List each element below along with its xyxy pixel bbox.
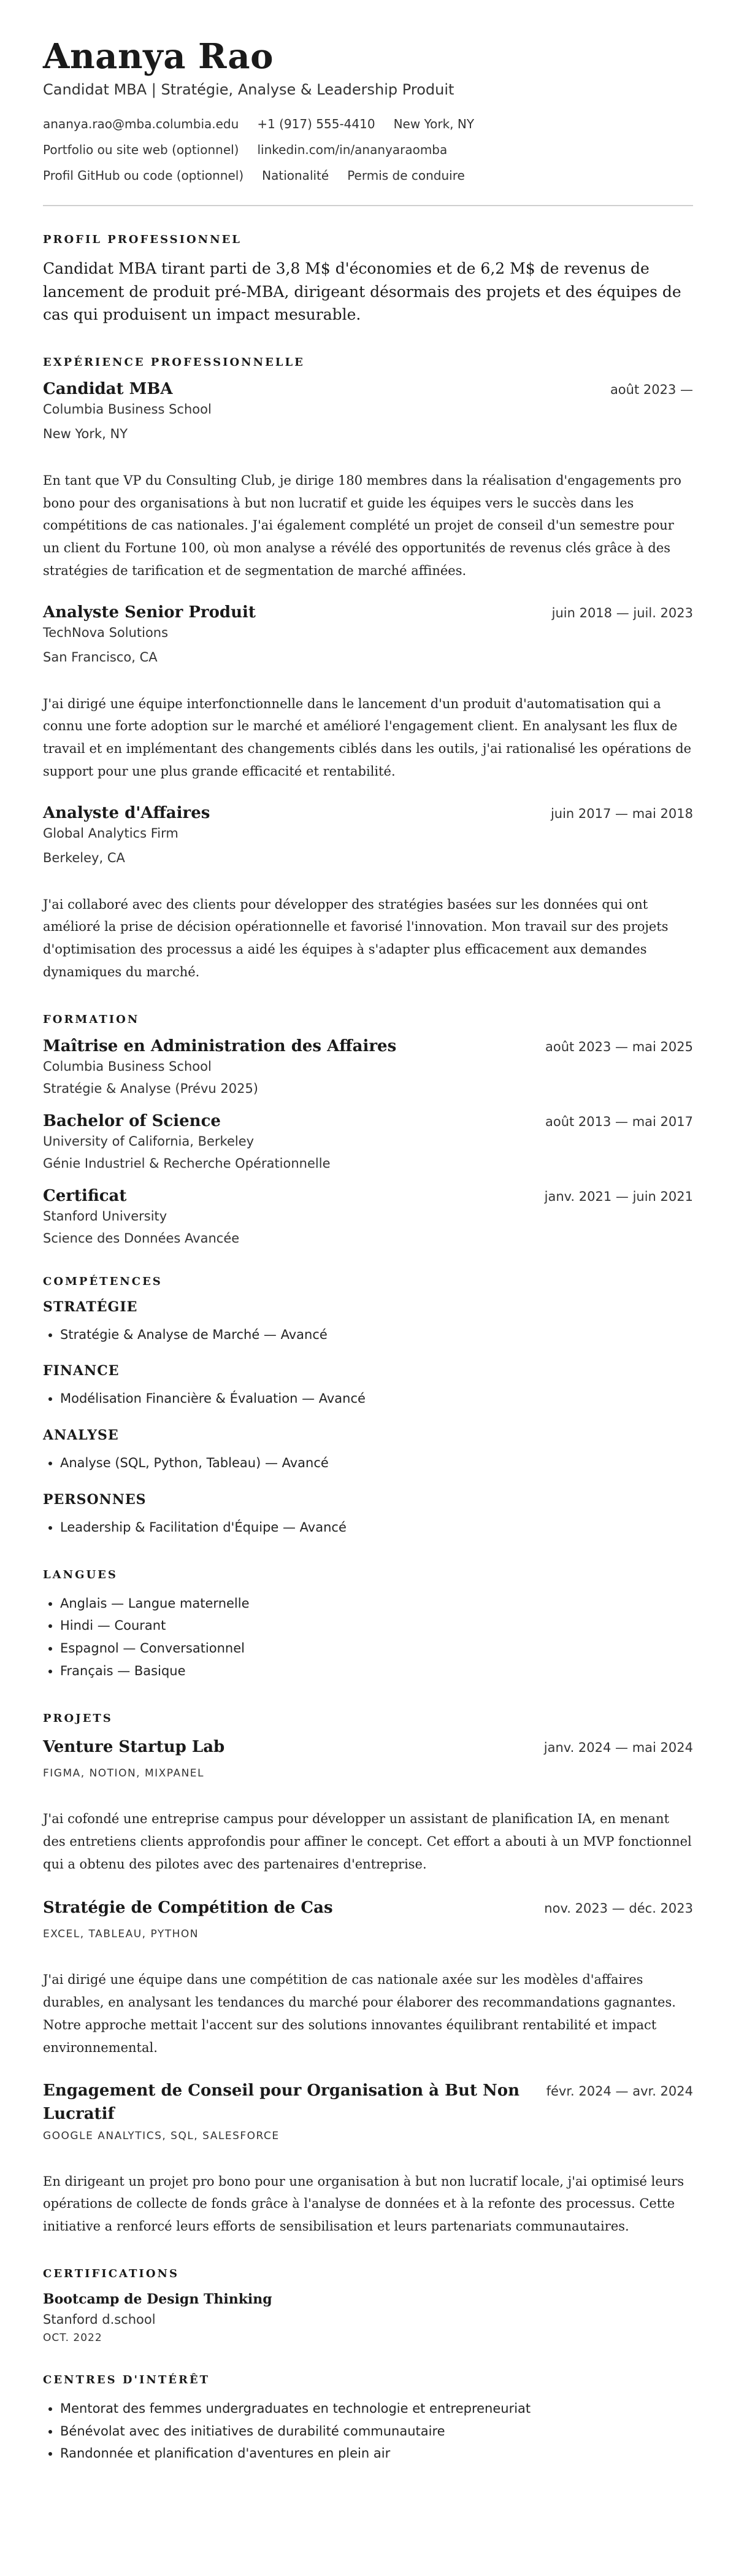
language-item: • Hindi — Courant [60,1614,693,1637]
skills-section [43,1275,693,1539]
language-item: • Espagnol — Conversationnel [60,1637,693,1660]
skill-list [43,1324,693,1346]
profile-section [43,233,693,326]
skill-item: • Stratégie & Analyse de Marché — Avancé [60,1324,693,1346]
section-title: FORMATION [43,1012,140,1026]
contact-row-3 [43,168,693,183]
email-link[interactable]: ananya.rao@mba.columbia.edu [43,117,239,132]
degree-dates: janv. 2021 — juin 2021 [544,1189,693,1204]
phone-number: +1 (917) 555-4410 [257,117,375,132]
interest-item: • Randonnée et planification d'aventures en plein air [60,2442,693,2465]
languages-section [43,1568,693,1683]
project-tech: FIGMA, NOTION, MIXPANEL [43,1767,205,1780]
employer: Global Analytics Firm [43,825,178,841]
resume-header [43,37,693,183]
skill-item: • Leadership & Facilitation d'Équipe — Avancé [60,1516,693,1539]
certification-entry [43,2291,693,2344]
project-description: J'ai cofondé une entreprise campus pour développer un assistant de planification IA, en menant des entretiens clients approfondis pour affiner le concept. Cet effort a abouti à un MVP fonctionnel qui a obtenu des pilotes avec des partenaires d'entreprise. [43,1811,692,1872]
degree-dates: août 2013 — mai 2017 [545,1114,693,1129]
job-location: San Francisco, CA [43,649,158,665]
contact-row-2 [43,142,693,157]
project-dates: janv. 2024 — mai 2024 [543,1740,693,1755]
experience-entry [43,804,693,984]
experience-entry [43,380,693,582]
project-dates: févr. 2024 — avr. 2024 [546,2084,693,2099]
skill-list [43,1452,693,1475]
skill-list [43,1516,693,1539]
job-dates: juin 2017 — mai 2018 [550,806,693,821]
school-name: Columbia Business School [43,1059,212,1074]
job-description: J'ai dirigé une équipe interfonctionnelle dans le lancement d'un produit d'automatisation qui a connu une forte adoption sur le marché et amélioré l'engagement client. En analysant les flux de travail et en implémentant des changements ciblés dans les outils, j'ai rationalisé les opérations de support pour une plus grande efficacité et rentabilité. [43,696,692,779]
school-name: University of California, Berkeley [43,1133,255,1149]
project-title: Venture Startup Lab [43,1737,225,1756]
skill-category: PERSONNES [43,1491,147,1508]
skill-category: FINANCE [43,1363,120,1379]
degree-title: Maîtrise en Administration des Affaires [43,1036,397,1055]
profile-summary: Candidat MBA tirant parti de 3,8 M$ d'économies et de 6,2 M$ de revenus de lancement de produit pré-MBA, dirigeant désormais des projets et des équipes de cas qui produisent un impact mesurable. [43,260,681,324]
section-title: LANGUES [43,1568,118,1581]
interests-section [43,2374,693,2465]
job-location: New York, NY [43,426,128,441]
skill-item: • Analyse (SQL, Python, Tableau) — Avancé [60,1452,693,1475]
experience-section [43,356,693,984]
project-entry [43,1897,693,2059]
degree-field: Science des Données Avancée [43,1230,240,1246]
job-description: En tant que VP du Consulting Club, je dirige 180 membres dans la réalisation d'engagements pro bono pour des organisations à but non lucratif et guide les équipes vers le succès dans les compétitions de cas nationales. J'ai également complété un projet de conseil d'un semestre pour un client du Fortune 100, où mon analyse a révélé des opportunités de revenus clés grâce à des stratégies de tarification et de segmentation de marché affinées. [43,472,681,578]
degree-field: Génie Industriel & Recherche Opérationnelle [43,1155,331,1171]
candidate-name: Ananya Rao [43,36,274,77]
linkedin-link[interactable]: linkedin.com/in/ananyaraomba [257,142,448,158]
github-link[interactable]: Profil GitHub ou code (optionnel) [43,168,244,183]
skill-item: • Modélisation Financière & Évaluation — Avancé [60,1387,693,1410]
project-description: En dirigeant un projet pro bono pour une organisation à but non lucratif locale, j'ai optimisé leurs opérations de collecte de fonds grâce à l'analyse de données et à la refonte des processus. Cette initiative a renforcé leurs efforts de sensibilisation et leurs partenariats communautaires. [43,2173,684,2234]
skill-list [43,1387,693,1410]
degree-title: Certificat [43,1186,127,1205]
section-title: CERTIFICATIONS [43,2267,179,2280]
section-title: EXPÉRIENCE PROFESSIONNELLE [43,355,305,369]
language-item: • Anglais — Langue maternelle [60,1592,693,1615]
certification-issuer: Stanford d.school [43,2312,156,2327]
project-description: J'ai dirigé une équipe dans une compétition de cas nationale axée sur les modèles d'affaires durables, en analysant les tendances du marché pour élaborer des recommandations gagnantes. Notre approche mettait l'accent sur des solutions innovantes équilibrant rentabilité et impact environnemental. [43,1972,676,2055]
degree-title: Bachelor of Science [43,1111,221,1130]
location: New York, NY [393,117,475,132]
education-section [43,1013,693,1246]
certifications-section [43,2267,693,2344]
section-title: CENTRES D'INTÉRÊT [43,2373,210,2386]
interest-item: • Bénévolat avec des initiatives de durabilité communautaire [60,2420,693,2443]
job-description: J'ai collaboré avec des clients pour développer des stratégies basées sur les données qui ont amélioré la prise de décision opérationnelle et favorisé l'innovation. Mon travail sur des projets d'optimisation des processus a aidé les équipes à s'adapter plus efficacement aux demandes dynamiques du marché. [43,897,669,979]
degree-field: Stratégie & Analyse (Prévu 2025) [43,1081,259,1096]
skill-category: ANALYSE [43,1427,119,1444]
interest-list [43,2397,693,2465]
project-title: Stratégie de Compétition de Cas [43,1898,333,1917]
driving-license: Permis de conduire [347,168,465,183]
skill-category: STRATÉGIE [43,1298,138,1315]
project-tech: GOOGLE ANALYTICS, SQL, SALESFORCE [43,2129,280,2142]
candidate-tagline: Candidat MBA | Stratégie, Analyse & Leadership Produit [43,81,454,99]
job-location: Berkeley, CA [43,850,125,865]
certification-date: OCT. 2022 [43,2331,102,2344]
job-dates: juin 2018 — juil. 2023 [551,605,693,620]
language-list [43,1592,693,1683]
certification-title: Bootcamp de Design Thinking [43,2291,272,2307]
section-title: PROJETS [43,1711,113,1725]
project-title: Engagement de Conseil pour Organisation à But Non Lucratif [43,2081,520,2123]
project-dates: nov. 2023 — déc. 2023 [544,1900,693,1916]
nationality: Nationalité [262,168,329,183]
employer: Columbia Business School [43,401,212,417]
project-tech: EXCEL, TABLEAU, PYTHON [43,1928,199,1941]
contact-row-1 [43,117,693,131]
job-title: Candidat MBA [43,379,173,398]
job-title: Analyste Senior Produit [43,603,256,622]
projects-section [43,1712,693,2238]
section-title: COMPÉTENCES [43,1275,163,1288]
job-dates: août 2023 — [610,382,693,397]
project-entry [43,1736,693,1876]
language-item: • Français — Basique [60,1660,693,1683]
header-divider [43,205,693,206]
employer: TechNova Solutions [43,625,169,640]
job-title: Analyste d'Affaires [43,803,210,822]
portfolio-link[interactable]: Portfolio ou site web (optionnel) [43,142,239,158]
education-entry [43,1112,693,1171]
section-title: PROFIL PROFESSIONNEL [43,233,242,247]
education-entry [43,1187,693,1246]
school-name: Stanford University [43,1208,167,1224]
project-entry [43,2080,693,2238]
degree-dates: août 2023 — mai 2025 [545,1039,693,1054]
interest-item: • Mentorat des femmes undergraduates en technologie et entrepreneuriat [60,2397,693,2420]
experience-entry [43,603,693,783]
education-entry [43,1037,693,1096]
